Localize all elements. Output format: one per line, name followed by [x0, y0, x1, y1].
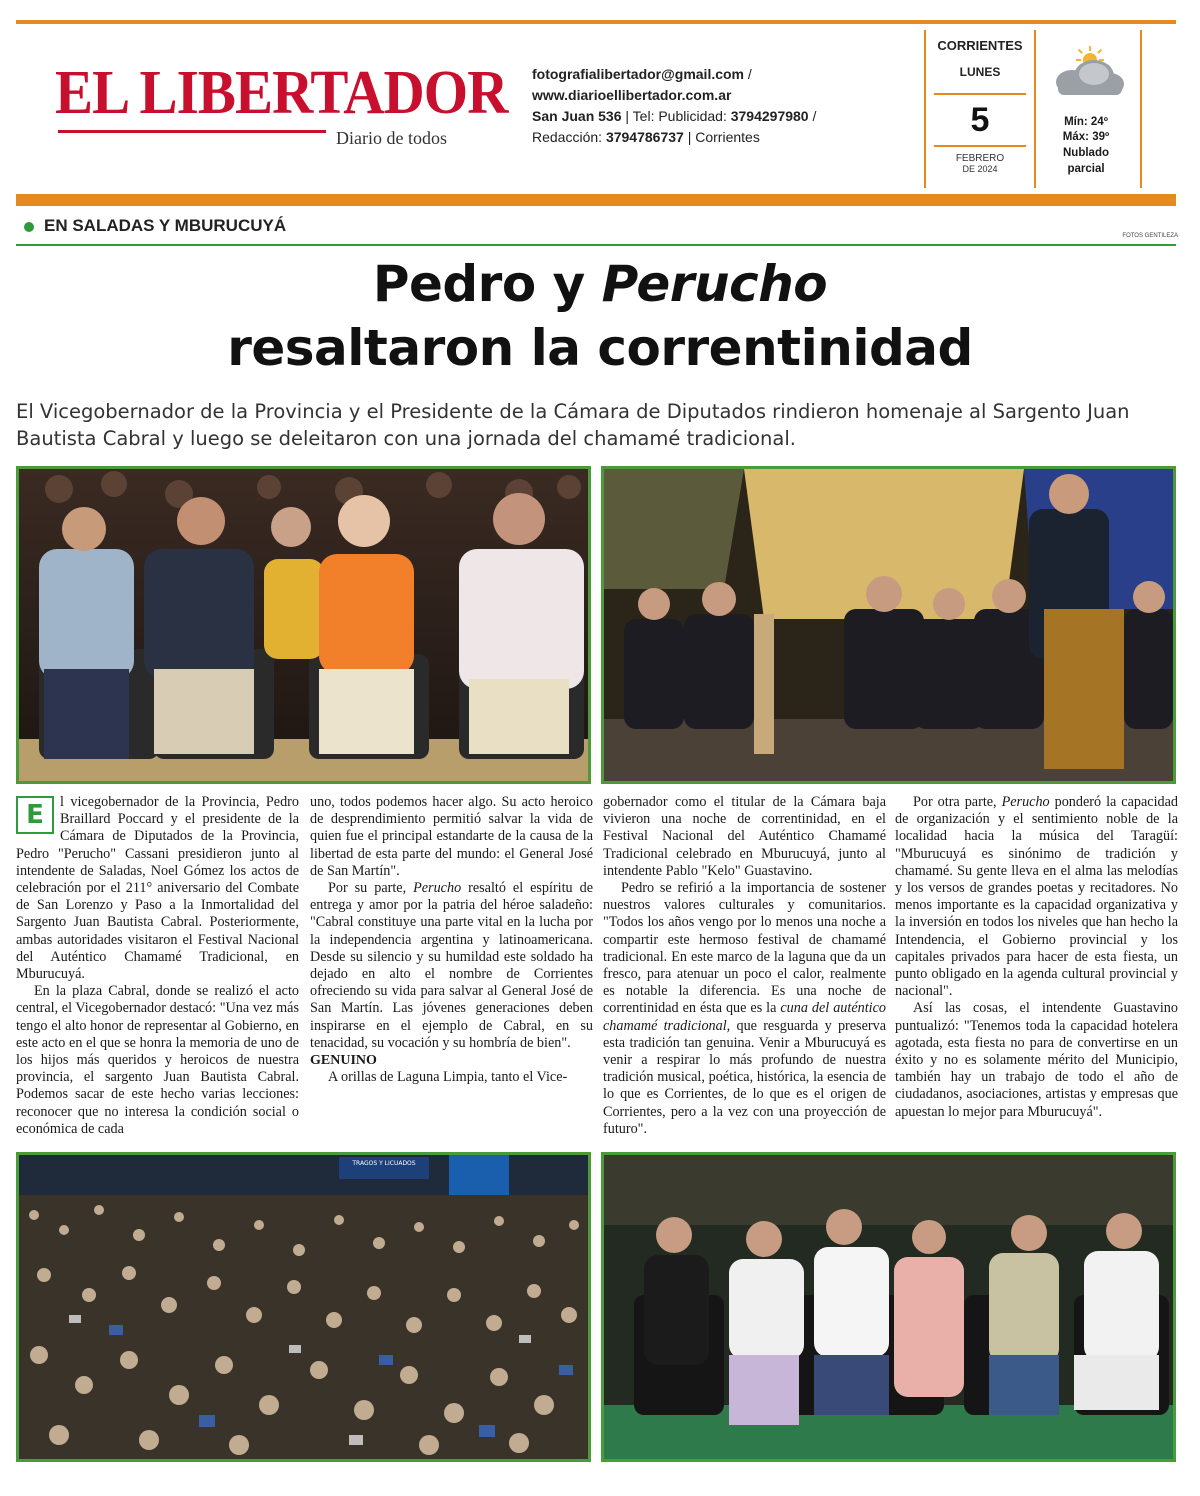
date-box: [924, 30, 1036, 188]
paragraph-6: gobernador como el titular de la Cámara baja vivieron una noche de correntinidad, en el Festival Nacional del Auténtico Chamamé Tradicional celebrado en Mburucuyá, junto al intendente Pablo "Kelo" Guastavino.: [603, 794, 886, 879]
paragraph-4: Por su parte, Perucho resaltó el espíritu de entrega y amor por la patria del héroe saladeño: "Cabral constituye una parte vital en la lucha por la independencia argentina y latinoamericana. Desde su silencio y su humildad este soldado ha dejado en alto el nombre de Corrientes ofreciendo su vida para salvar al General José de San Martín. Las jóvenes generaciones deben inspirarse en el ejemplo de Cabral, en su tenacidad, su vocación y su hombría de bien".: [310, 880, 593, 1051]
top-rule: [16, 20, 1176, 24]
article-column-3: [603, 794, 886, 1138]
photo-festival-crowd[interactable]: [16, 1152, 591, 1462]
contact-email[interactable]: fotografialibertador@gmail.com: [532, 66, 745, 82]
weather-condition: Nublado parcial: [1063, 147, 1109, 175]
date-month: FEBRERO: [955, 153, 1005, 164]
section-label[interactable]: EN SALADAS Y MBURUCUYÁ: [44, 216, 287, 235]
date-city: CORRIENTES: [937, 38, 1023, 53]
logo-underline: [58, 130, 326, 133]
photo-speaker-podium[interactable]: [601, 466, 1176, 784]
contact-address: San Juan 536: [532, 108, 622, 124]
photo-officials-seated[interactable]: [16, 466, 591, 784]
partly-cloudy-icon: [1044, 44, 1128, 100]
paragraph-9: Así las cosas, el intendente Guastavino puntualizó: "Tenemos toda la capacidad hotelera agotada, esta fiesta no para de convertirse en un éxito y no es solamente mérito del Municipio, también hay un trabajo de todo el año de ciudadanos, asociaciones, artistas y empresas que apuestan lo mejor para Mburucuyá".: [895, 1000, 1178, 1120]
masthead-logo[interactable]: EL LIBERTADOR: [55, 59, 508, 127]
masthead-bottom-rule: [16, 194, 1176, 206]
article-headline: Pedro y Perucho resaltaron la correntinidad: [227, 255, 973, 377]
weather-min: Mín: 24º: [1064, 116, 1108, 128]
article-column-2: [310, 794, 593, 1086]
newsroom-label: Redacción:: [532, 129, 603, 145]
weather-box: [1032, 30, 1142, 188]
tel-ads-label: Tel: Publicidad:: [632, 108, 727, 124]
article-lede: El Vicegobernador de la Provincia y el Presidente de la Cámara de Diputados rindieron homenaje al Sargento Juan Bautista Cabral y luego se deleitaron con una jornada del chamamé tradicional.: [16, 400, 1130, 450]
paragraph-1: l vicegobernador de la Provincia, Pedro Braillard Poccard y el presidente de la Cámara de Diputados de la Provincia, Pedro "Perucho" Cassani presidieron junto al intendente de Saladas, Noel Gómez los actos de celebración por el 211° aniversario del Combate de San Lorenzo y Paso a la Inmortalidad del Sargento Juan Bautista Cabral. Posteriormente, ambas autoridades visitaron el Festival Nacional del Auténtico Chamamé Tradicional, en Mburucuyá.: [16, 794, 299, 983]
section-bullet-icon: [24, 222, 34, 232]
crowd-banner-text: TRAGOS Y LICUADOS: [352, 1160, 416, 1167]
paragraph-8: Por otra parte, Perucho ponderó la capacidad de organización y el sentimiento noble de la localidad hacia la música del Taragüí: "Mburucuyá es sinónimo de tradición y chamamé. Su gente lleva en el alma las melodías y los versos de grandes poetas y recitadores. No menos importante es la capacidad organizativa y la inversión en todos los niveles que han hecho la Intendencia, el Gobierno provincial y los capitales privados para hacer de esta fiesta, un punto obligado en la agenda cultural provincial y nacional".: [895, 794, 1178, 1000]
paragraph-5: A orillas de Laguna Limpia, tanto el Vice-: [328, 1069, 568, 1086]
photo-audience[interactable]: [601, 1152, 1176, 1462]
headline-italic: Perucho: [601, 255, 828, 313]
contact-info: fotografialibertador@gmail.com / www.diarioellibertador.com.ar San Juan 536 | Tel: Publicidad: 3794297980 / Redacción: 3794786737 | Corrientes: [532, 66, 817, 145]
article-column-1: [16, 794, 299, 1138]
paragraph-7: Pedro se refirió a la importancia de sostener nuestros valores culturales y comunitarios. "Todos los años vengo por lo menos una noche a compartir este hermoso festival de chamamé tradicional. En este marco de la laguna que da un fresco, para atenuar un poco el calor, realmente es notable la diferencia. Es una noche de correntinidad en ésta que es la cuna del auténtico chamamé tradicional, que resguarda y preserva esta tradición tan genuina. Venir a Mburucuyá es venir a respirar lo más profundo de nuestra tradición musical, poética, histórica, la esencia de lo que es Corrientes, de lo que es el origen de Corrientes, pero a la vez con una proyección de futuro".: [603, 880, 886, 1137]
date-weekday: LUNES: [959, 65, 1001, 79]
dropcap: E: [16, 796, 54, 834]
masthead-slogan: Diario de todos: [336, 128, 447, 148]
contact-website[interactable]: www.diarioellibertador.com.ar: [532, 87, 732, 103]
weather-max: Máx: 39º: [1062, 131, 1110, 143]
section-rule: [16, 244, 1176, 246]
paragraph-2: En la plaza Cabral, donde se realizó el acto central, el Vicegobernador destacó: "Una vez más tengo el alto honor de representar al Gobierno, en este acto en el que se honra la memoria de uno de los hijos más queridos y heroicos de nuestra provincia, el sargento Juan Bautista Cabral. Podemos sacar de este hecho varias lecciones: reconocer que no interesa la condición social o económica de cada: [16, 983, 299, 1137]
paragraph-3: uno, todos podemos hacer algo. Su acto heroico de desprendimiento permitió salvar la vida de quien fue el principal estandarte de la causa de la libertad de esta parte del mundo: el General José de San Martín".: [310, 794, 593, 879]
tel-newsroom: 3794786737: [605, 129, 684, 145]
article-column-4: [895, 794, 1178, 1121]
photo-credit: FOTOS GENTILEZA: [1122, 233, 1178, 239]
tel-ads: 3794297980: [730, 108, 809, 124]
subhead-genuino: GENUINO: [310, 1053, 377, 1069]
date-year: DE 2024: [962, 164, 998, 174]
date-day: 5: [970, 101, 990, 139]
contact-city: Corrientes: [695, 129, 760, 145]
